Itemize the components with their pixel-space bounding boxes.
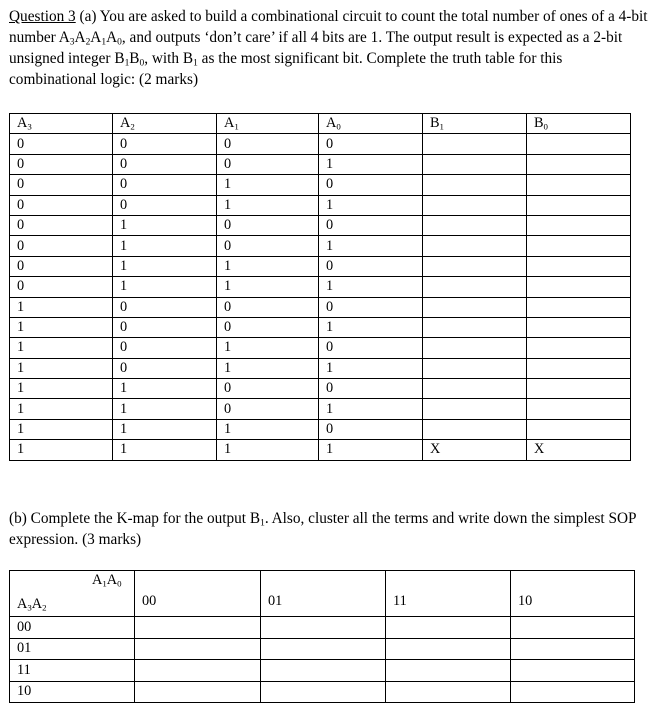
truth-input-cell: 0 <box>10 134 113 154</box>
truth-input-cell: 1 <box>217 175 319 195</box>
truth-input-cell: 0 <box>10 195 113 215</box>
truth-output-cell[interactable] <box>423 399 527 419</box>
table-row <box>10 338 631 358</box>
kmap-corner-cell <box>10 571 135 617</box>
kmap-cell[interactable] <box>386 638 511 660</box>
table-row <box>10 317 631 337</box>
question-text-part-1: (a) You are asked to build a combinational circuit to count the total number of ones of a 4-bit number A <box>9 8 648 46</box>
kmap-cell[interactable] <box>261 660 386 682</box>
truth-header-a1: $A_1$ <box>217 114 319 134</box>
truth-input-cell: 0 <box>217 215 319 235</box>
question-text-part-3: , with B <box>144 50 194 67</box>
kmap-cell[interactable] <box>511 617 635 639</box>
truth-table-header-row <box>10 114 631 134</box>
truth-input-cell: 1 <box>319 317 423 337</box>
kmap-col-label: 00 <box>135 571 261 617</box>
kmap-row-label: 01 <box>10 638 135 660</box>
table-row <box>10 638 635 660</box>
truth-input-cell: 1 <box>10 358 113 378</box>
kmap-cell[interactable] <box>511 638 635 660</box>
truth-input-cell: 0 <box>217 317 319 337</box>
table-row <box>10 617 635 639</box>
truth-output-cell[interactable] <box>527 358 631 378</box>
question-text-part-4: as the most significant bit. Complete the truth table for this combinational logic: (2 marks) <box>9 50 563 88</box>
truth-table <box>9 113 631 461</box>
truth-input-cell: 0 <box>319 338 423 358</box>
truth-output-cell[interactable] <box>423 154 527 174</box>
truth-input-cell: 0 <box>319 134 423 154</box>
truth-input-cell: 1 <box>319 440 423 460</box>
truth-input-cell: 1 <box>113 440 217 460</box>
table-row <box>10 195 631 215</box>
truth-input-cell: 0 <box>113 134 217 154</box>
kmap-col-label: 11 <box>386 571 511 617</box>
truth-input-cell: 1 <box>113 419 217 439</box>
truth-output-cell[interactable] <box>527 134 631 154</box>
sub-b1-msb: 1 <box>193 58 198 69</box>
truth-input-cell: 1 <box>217 195 319 215</box>
sub-2: 2 <box>85 37 91 48</box>
table-row <box>10 399 631 419</box>
truth-output-cell[interactable] <box>527 154 631 174</box>
truth-input-cell: 0 <box>319 297 423 317</box>
truth-output-cell[interactable] <box>527 236 631 256</box>
truth-input-cell: 0 <box>217 134 319 154</box>
truth-output-cell[interactable] <box>527 215 631 235</box>
truth-input-cell: 0 <box>10 175 113 195</box>
table-row <box>10 134 631 154</box>
table-row <box>10 681 635 703</box>
question-text-part-2: , and outputs ‘don’t care’ if all 4 bits are 1. The output result is expected as a 2-bit unsigned integer B <box>9 29 623 67</box>
truth-input-cell: 1 <box>217 419 319 439</box>
truth-input-cell: 0 <box>113 154 217 174</box>
truth-input-cell: 1 <box>113 399 217 419</box>
table-row <box>10 660 635 682</box>
truth-input-cell: 0 <box>319 215 423 235</box>
truth-output-cell[interactable] <box>423 175 527 195</box>
kmap-cell[interactable] <box>261 638 386 660</box>
truth-input-cell: 0 <box>113 297 217 317</box>
sub-b1: 1 <box>124 58 130 69</box>
truth-input-cell: 0 <box>217 236 319 256</box>
truth-input-cell: 0 <box>319 419 423 439</box>
question-text: Question 3 (a) You are asked to build a combinational circuit to count the total number of ones of a 4-bit number $A_3A_2A_1A_0$, and outputs ‘don’t care’ if all 4 bits are 1. The output result is expected as a 2-bit unsigned integer $B_1B_0$, with $B_1$ as the most significant bit. Complete the truth table for this combinational logic: (2 marks) <box>9 8 648 88</box>
table-row <box>10 440 631 460</box>
part-b-text-2: . Also, cluster all the terms and write down the simplest SOP expression. (3 marks) <box>9 510 637 548</box>
truth-header-b1: $B_1$ <box>423 114 527 134</box>
kmap-col-label: 01 <box>261 571 386 617</box>
kmap-row-variable: $A_3A_2$ <box>17 596 47 613</box>
part-b-text-1: (b) Complete the K-map for the output B <box>9 510 261 527</box>
truth-input-cell: 1 <box>10 440 113 460</box>
sub-0: 0 <box>117 37 122 48</box>
sub-b0: 0 <box>139 58 145 69</box>
truth-output-cell[interactable] <box>527 175 631 195</box>
truth-input-cell: 0 <box>10 154 113 174</box>
kmap-cell[interactable] <box>511 660 635 682</box>
table-row <box>10 215 631 235</box>
truth-output-cell[interactable] <box>423 236 527 256</box>
kmap-row-label: 11 <box>10 660 135 682</box>
kmap-cell[interactable] <box>386 617 511 639</box>
truth-input-cell: 1 <box>10 379 113 399</box>
truth-header-b0: $B_0$ <box>527 114 631 134</box>
truth-input-cell: 0 <box>113 195 217 215</box>
truth-input-cell: 1 <box>319 358 423 378</box>
part-b-text <box>9 508 649 550</box>
kmap-cell[interactable] <box>261 617 386 639</box>
truth-input-cell: 0 <box>113 358 217 378</box>
kmap-cell[interactable] <box>511 681 635 703</box>
question-label: Question 3 <box>9 8 76 25</box>
table-row <box>10 175 631 195</box>
kmap-header-row <box>10 571 635 617</box>
truth-input-cell: 1 <box>113 215 217 235</box>
truth-output-cell[interactable] <box>527 399 631 419</box>
truth-input-cell: 1 <box>10 317 113 337</box>
truth-input-cell: 1 <box>319 277 423 297</box>
truth-output-cell[interactable] <box>527 256 631 276</box>
truth-output-cell[interactable] <box>423 297 527 317</box>
truth-input-cell: 1 <box>10 338 113 358</box>
truth-input-cell: 0 <box>319 379 423 399</box>
truth-input-cell: 1 <box>113 379 217 399</box>
truth-header-a3: $A_3$ <box>10 114 113 134</box>
truth-input-cell: 0 <box>217 154 319 174</box>
truth-input-cell: 1 <box>217 256 319 276</box>
truth-input-cell: 0 <box>217 379 319 399</box>
truth-output-cell[interactable]: X <box>423 440 527 460</box>
truth-input-cell: 1 <box>217 358 319 378</box>
truth-input-cell: 1 <box>113 277 217 297</box>
kmap-row-label: 10 <box>10 681 135 703</box>
truth-output-cell[interactable] <box>423 317 527 337</box>
table-row <box>10 379 631 399</box>
truth-input-cell: 0 <box>113 338 217 358</box>
kmap-cell[interactable] <box>135 638 261 660</box>
truth-output-cell[interactable] <box>527 277 631 297</box>
truth-output-cell[interactable] <box>423 256 527 276</box>
truth-output-cell[interactable] <box>527 195 631 215</box>
truth-output-cell[interactable] <box>527 317 631 337</box>
truth-output-cell[interactable] <box>423 379 527 399</box>
kmap-col-variable: $A_1A_0$ <box>92 572 122 589</box>
truth-input-cell: 0 <box>113 317 217 337</box>
truth-input-cell: 0 <box>10 236 113 256</box>
truth-output-cell[interactable] <box>423 134 527 154</box>
truth-input-cell: 1 <box>319 195 423 215</box>
sub-3: 3 <box>69 37 75 48</box>
truth-input-cell: 0 <box>217 297 319 317</box>
table-row <box>10 297 631 317</box>
truth-output-cell[interactable] <box>423 358 527 378</box>
truth-input-cell: 1 <box>217 440 319 460</box>
kmap-cell[interactable] <box>261 681 386 703</box>
truth-input-cell: 1 <box>217 277 319 297</box>
truth-input-cell: 1 <box>10 399 113 419</box>
table-row <box>10 277 631 297</box>
truth-input-cell: 0 <box>10 277 113 297</box>
kmap-cell[interactable] <box>135 681 261 703</box>
truth-output-cell[interactable] <box>527 419 631 439</box>
truth-output-cell[interactable] <box>423 215 527 235</box>
table-row <box>10 358 631 378</box>
sub-b1-partb: 1 <box>260 518 265 529</box>
truth-output-cell[interactable]: X <box>527 440 631 460</box>
truth-input-cell: 1 <box>113 236 217 256</box>
truth-output-cell[interactable] <box>423 195 527 215</box>
kmap-row-label: 00 <box>10 617 135 639</box>
truth-input-cell: 0 <box>10 215 113 235</box>
truth-input-cell: 0 <box>217 399 319 419</box>
truth-input-cell: 0 <box>319 175 423 195</box>
truth-input-cell: 0 <box>10 256 113 276</box>
truth-input-cell: 1 <box>319 236 423 256</box>
truth-output-cell[interactable] <box>423 419 527 439</box>
truth-input-cell: 1 <box>319 399 423 419</box>
truth-output-cell[interactable] <box>527 297 631 317</box>
truth-output-cell[interactable] <box>527 379 631 399</box>
truth-input-cell: 0 <box>113 175 217 195</box>
kmap-cell[interactable] <box>135 660 261 682</box>
kmap-col-label: 10 <box>511 571 635 617</box>
table-row <box>10 154 631 174</box>
truth-input-cell: 1 <box>217 338 319 358</box>
truth-output-cell[interactable] <box>423 277 527 297</box>
truth-header-a0: $A_0$ <box>319 114 423 134</box>
truth-header-a2: $A_2$ <box>113 114 217 134</box>
kmap-cell[interactable] <box>135 617 261 639</box>
truth-input-cell: 1 <box>10 297 113 317</box>
truth-input-cell: 1 <box>319 154 423 174</box>
truth-output-cell[interactable] <box>423 338 527 358</box>
sub-1: 1 <box>101 37 107 48</box>
table-row <box>10 419 631 439</box>
table-row <box>10 236 631 256</box>
truth-output-cell[interactable] <box>527 338 631 358</box>
kmap-cell[interactable] <box>386 660 511 682</box>
truth-input-cell: 1 <box>10 419 113 439</box>
table-row <box>10 256 631 276</box>
kmap-table <box>9 570 635 703</box>
kmap-cell[interactable] <box>386 681 511 703</box>
truth-input-cell: 0 <box>319 256 423 276</box>
truth-input-cell: 1 <box>113 256 217 276</box>
